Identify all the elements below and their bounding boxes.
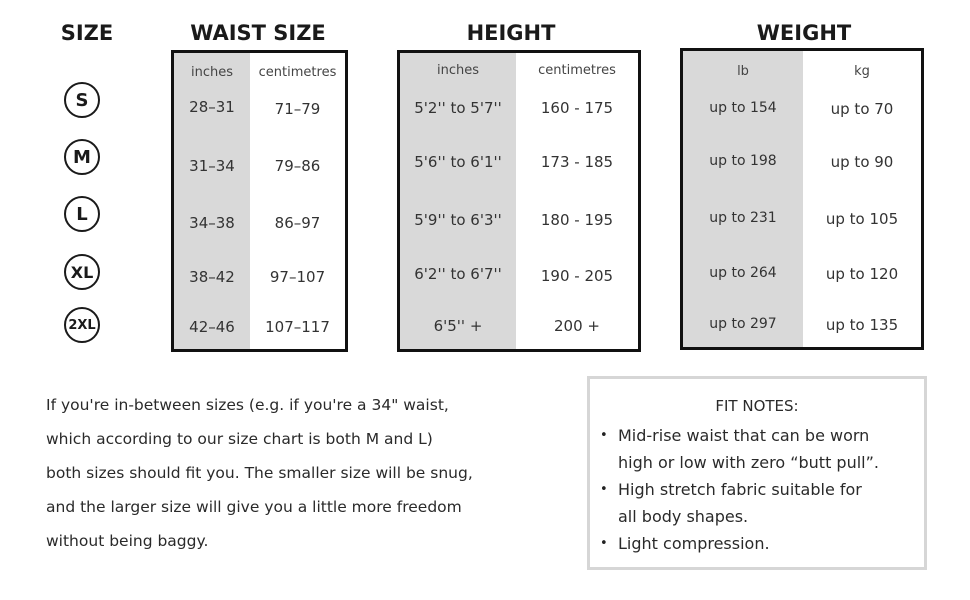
size-badge-s: S	[64, 82, 100, 118]
height-unit-cm: centimetres	[538, 63, 616, 78]
bullet-icon: •	[600, 428, 608, 443]
waist-inches-m: 31–34	[189, 157, 235, 175]
weight-lb-column	[683, 51, 803, 347]
weight-kg-s: up to 70	[830, 100, 894, 118]
fit-note-line: Mid-rise waist that can be worn	[618, 426, 870, 445]
note-line: If you're in-between sizes (e.g. if you're a 34" waist,	[46, 396, 449, 414]
size-header: SIZE	[60, 21, 114, 45]
weight-lb-l: up to 231	[709, 210, 777, 226]
fit-note-item	[598, 422, 918, 476]
waist-inches-2xl: 42–46	[189, 318, 235, 336]
height-cm-2xl: 200 +	[554, 317, 600, 335]
height-cm-l: 180 - 195	[540, 211, 614, 229]
weight-header: WEIGHT	[756, 21, 852, 45]
fit-note-item	[598, 530, 918, 557]
size-badge-l: L	[64, 196, 100, 232]
bullet-icon: •	[600, 536, 608, 551]
waist-cm-column	[250, 53, 345, 349]
note-line: both sizes should fit you. The smaller size will be snug,	[46, 464, 473, 482]
weight-unit-lb: lb	[737, 64, 749, 79]
weight-unit-kg: kg	[854, 64, 870, 79]
height-inches-s: 5'2'' to 5'7''	[414, 99, 502, 117]
waist-cm-m: 79–86	[274, 157, 321, 175]
waist-cm-xl: 97–107	[269, 268, 326, 286]
waist-size-table	[171, 50, 348, 352]
note-line: which according to our size chart is both M and L)	[46, 430, 433, 448]
height-inches-m: 5'6'' to 6'1''	[414, 153, 502, 171]
weight-kg-l: up to 105	[825, 210, 899, 228]
height-table	[397, 50, 641, 352]
height-cm-m: 173 - 185	[540, 153, 614, 171]
fit-note-line: High stretch fabric suitable for	[618, 480, 862, 499]
weight-table	[680, 48, 924, 350]
waist-cm-2xl: 107–117	[265, 318, 330, 336]
waist-unit-inches: inches	[190, 65, 233, 80]
waist-size-header: WAIST SIZE	[190, 21, 326, 45]
fit-note-line: all body shapes.	[618, 507, 749, 526]
weight-lb-2xl: up to 297	[709, 316, 777, 332]
fit-note-line: Light compression.	[618, 534, 770, 553]
height-inches-l: 5'9'' to 6'3''	[414, 211, 502, 229]
size-badge-m: M	[64, 139, 100, 175]
fit-notes-title: FIT NOTES:	[715, 397, 799, 415]
weight-kg-column	[803, 51, 921, 347]
height-header: HEIGHT	[466, 21, 556, 45]
fit-notes-box	[587, 376, 927, 570]
waist-inches-column	[174, 53, 250, 349]
waist-inches-l: 34–38	[189, 214, 235, 232]
height-inches-column	[400, 53, 516, 349]
height-cm-s: 160 - 175	[540, 99, 614, 117]
weight-lb-s: up to 154	[709, 100, 777, 116]
weight-kg-xl: up to 120	[825, 265, 899, 283]
weight-lb-xl: up to 264	[709, 265, 777, 281]
height-inches-2xl: 6'5'' +	[433, 317, 483, 335]
height-inches-xl: 6'2'' to 6'7''	[414, 265, 502, 283]
fit-note-item	[598, 476, 918, 530]
bullet-icon: •	[600, 482, 608, 497]
fit-notes-list	[598, 422, 918, 557]
note-line: without being baggy.	[46, 532, 209, 550]
waist-inches-xl: 38–42	[189, 268, 235, 286]
height-cm-xl: 190 - 205	[540, 267, 614, 285]
waist-cm-l: 86–97	[274, 214, 321, 232]
waist-cm-s: 71–79	[274, 100, 321, 118]
weight-kg-2xl: up to 135	[825, 316, 899, 334]
waist-unit-cm: centimetres	[258, 65, 337, 80]
size-badge-2xl: 2XL	[64, 307, 100, 343]
waist-inches-s: 28–31	[189, 98, 235, 116]
height-unit-inches: inches	[436, 63, 479, 78]
weight-kg-m: up to 90	[830, 153, 894, 171]
in-between-sizes-note	[46, 392, 566, 562]
note-line: and the larger size will give you a little more freedom	[46, 498, 462, 516]
size-badge-xl: XL	[64, 254, 100, 290]
weight-lb-m: up to 198	[709, 153, 777, 169]
height-cm-column	[516, 53, 638, 349]
fit-note-line: high or low with zero “butt pull”.	[618, 453, 879, 472]
